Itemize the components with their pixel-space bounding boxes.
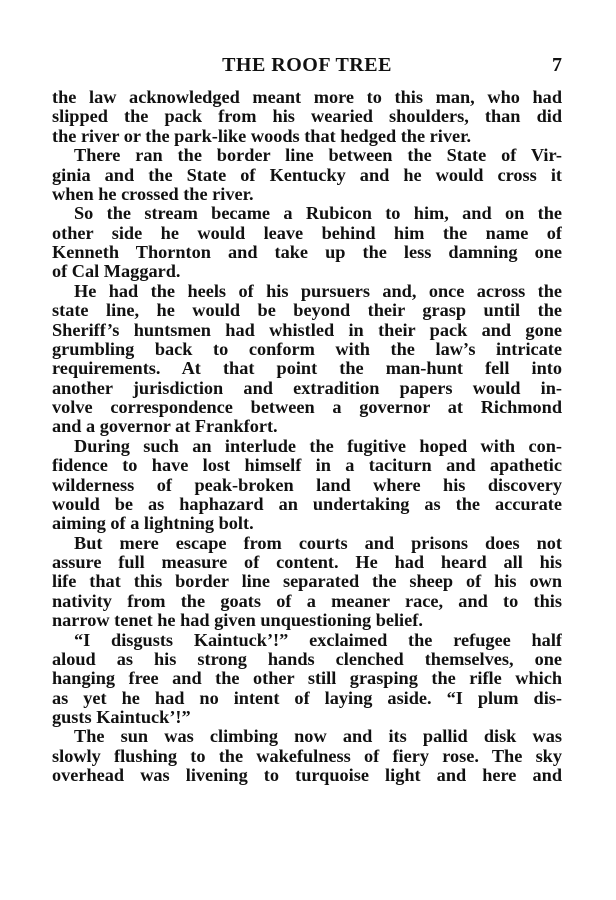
running-title: THE ROOF TREE	[222, 54, 392, 76]
text-line: Sheriff’s huntsmen had whistled in their pack and gone	[52, 320, 562, 340]
text-line: slowly flushing to the wakefulness of fiery rose. The sky	[52, 746, 562, 766]
text-line: But mere escape from courts and prisons does not	[74, 533, 562, 553]
text-line: gusts Kaintuck’!”	[52, 708, 191, 727]
text-line: the law acknowledged meant more to this man, who had	[52, 88, 562, 107]
text-line: the river or the park-like woods that hedged the river.	[52, 126, 472, 146]
text-line: So the stream became a Rubicon to him, and on the	[74, 204, 562, 224]
text-line: During such an interlude the fugitive hoped with con-	[74, 436, 562, 456]
text-line: life that this border line separated the sheep of his own	[52, 572, 562, 592]
text-line: of Cal Maggard.	[52, 262, 181, 282]
text-line: ginia and the State of Kentucky and he would cross it	[52, 165, 562, 185]
text-line: “I disgusts Kaintuck’!” exclaimed the refugee half	[74, 630, 562, 650]
text-line: when he crossed the river.	[52, 184, 254, 204]
text-line: assure full measure of content. He had heard all his	[52, 553, 562, 572]
text-line: requirements. At that point the man-hunt fell into	[52, 359, 562, 379]
text-line: and a governor at Frankfort.	[52, 417, 278, 437]
text-line: volve correspondence between a governor at Richmond	[52, 398, 562, 417]
text-line: Kenneth Thornton and take up the less damning one	[52, 243, 562, 262]
text-line: hanging free and the other still grasping the rifle which	[52, 669, 562, 689]
text-line: wilderness of peak-broken land where his discovery	[52, 475, 562, 495]
text-line: nativity from the goats of a meaner race, and to this	[52, 591, 562, 611]
text-line: aiming of a lightning bolt.	[52, 514, 254, 534]
text-line: overhead was livening to turquoise light and here and	[52, 766, 562, 786]
page-body	[52, 88, 562, 786]
text-line: narrow tenet he had given unquestioning belief.	[52, 611, 423, 631]
text-line: state line, he would be beyond their grasp until the	[52, 301, 562, 321]
text-line: He had the heels of his pursuers and, once across the	[74, 281, 562, 301]
text-line: fidence to have lost himself in a taciturn and apathetic	[52, 456, 562, 476]
text-line: as yet he had no intent of laying aside. “I plum dis-	[52, 688, 562, 708]
text-line: other side he would leave behind him the name of	[52, 223, 562, 243]
text-line: slipped the pack from his wearied shoulders, than did	[52, 107, 562, 127]
text-line: another jurisdiction and extradition papers would in-	[52, 378, 562, 398]
page-header	[52, 54, 562, 80]
text-line: The sun was climbing now and its pallid disk was	[74, 727, 562, 747]
page-number: 7	[552, 54, 562, 76]
text-line: grumbling back to conform with the law’s intricate	[52, 339, 562, 359]
text-line: aloud as his strong hands clenched themselves, one	[52, 649, 562, 669]
text-line: would be as haphazard an undertaking as the accurate	[52, 494, 562, 514]
text-line: There ran the border line between the State of Vir-	[74, 146, 562, 166]
